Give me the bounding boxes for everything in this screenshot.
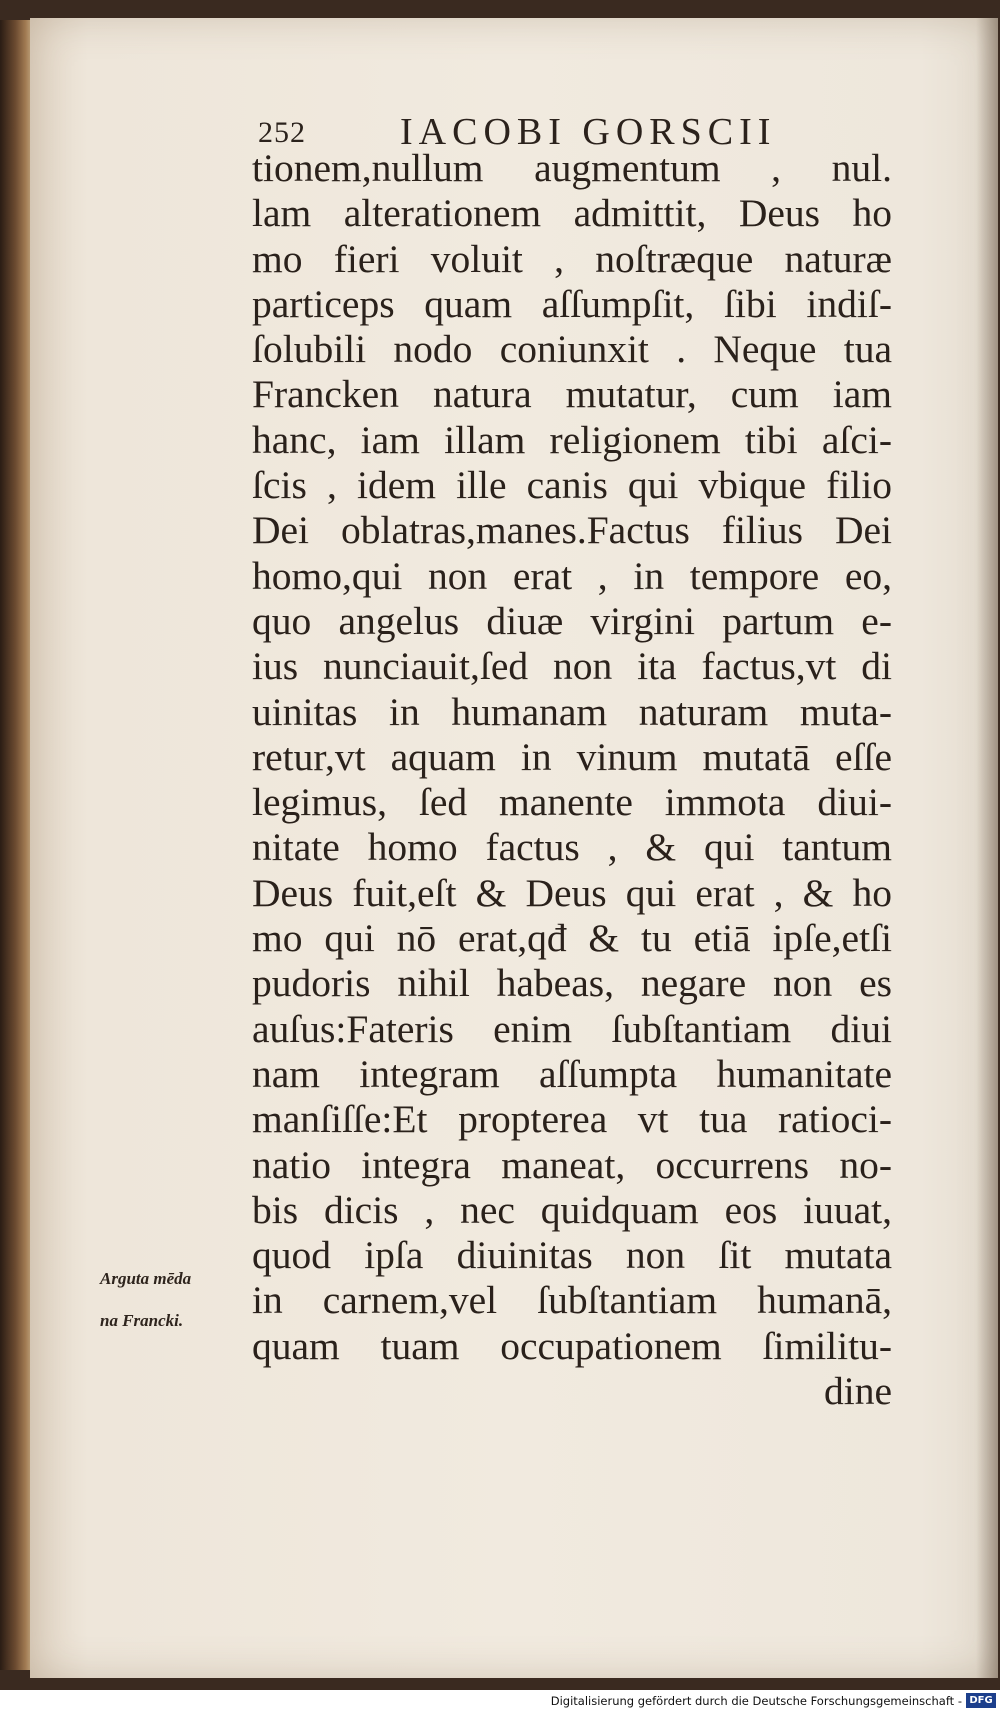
text-line: auſus:Fateris enim ſubſtantiam diui xyxy=(252,1006,892,1051)
text-line: nitate homo factus , & qui tantum xyxy=(252,825,892,870)
dfg-logo-icon: DFG xyxy=(966,1693,996,1708)
text-line: quod ipſa diuinitas non ſit mutata xyxy=(252,1233,892,1278)
text-line: legimus, ſed manente immota diui- xyxy=(252,780,892,825)
text-line: retur,vt aquam in vinum mutatā eſſe xyxy=(252,734,892,779)
text-line: Dei oblatras,manes.Factus filius Dei xyxy=(252,508,892,553)
text-line: ſcis , idem ille canis qui vbique filio xyxy=(252,463,892,508)
text-line: tionem,nullum augmentum , nul. xyxy=(252,146,892,190)
text-line: manſiſſe:Et propterea vt tua ratioci- xyxy=(252,1097,892,1142)
margin-note-line: na Francki. xyxy=(100,1311,184,1330)
page-edge-shadow xyxy=(976,18,998,1678)
margin-note-line: Arguta mēda xyxy=(100,1269,192,1288)
text-line: quo angelus diuæ virgini partum e- xyxy=(252,598,892,643)
text-line: mo qui nō erat,qđ & tu etiā ipſe,etſi xyxy=(252,916,892,961)
text-line: mo fieri voluit , noſtræque naturæ xyxy=(252,236,892,281)
text-line: bis dicis , nec quidquam eos iuuat, xyxy=(252,1187,892,1232)
text-line: Deus fuit,eſt & Deus qui erat , & ho xyxy=(252,870,892,915)
text-line: lam alterationem admittit, Deus ho xyxy=(252,191,892,236)
running-head: IACOBI GORSCII xyxy=(400,111,777,153)
funding-credit: Digitalisierung gefördert durch die Deutsche Forschungsgemeinschaft - xyxy=(550,1694,962,1708)
text-line: Francken natura mutatur, cum iam xyxy=(252,372,892,417)
text-line: hanc, iam illam religionem tibi aſci- xyxy=(252,417,892,462)
text-line: ſolubili nodo coniunxit . Neque tua xyxy=(252,327,892,372)
margin-note xyxy=(100,1258,250,1342)
catchword: dine xyxy=(823,1369,892,1414)
page-number: 252 xyxy=(258,116,306,149)
text-line: nam integram aſſumpta humanitate xyxy=(252,1051,892,1096)
book-binding-edge xyxy=(0,20,34,1670)
text-line: natio integra maneat, occurrens no- xyxy=(252,1142,892,1187)
text-line: quam tuam occupationem ſimilitu- xyxy=(252,1323,892,1368)
text-line: homo,qui non erat , in tempore eo, xyxy=(252,553,892,598)
text-line: ius nunciauit,ſed non ita factus,vt di xyxy=(252,644,892,689)
text-line: particeps quam aſſumpſit, ſibi indiſ- xyxy=(252,281,892,326)
text-line: in carnem,vel ſubſtantiam humanā, xyxy=(252,1278,892,1323)
body-text xyxy=(252,146,892,1414)
text-line: pudoris nihil habeas, negare non es xyxy=(252,961,892,1006)
digitization-footer xyxy=(0,1690,1000,1715)
text-line: uinitas in humanam naturam muta- xyxy=(252,689,892,734)
